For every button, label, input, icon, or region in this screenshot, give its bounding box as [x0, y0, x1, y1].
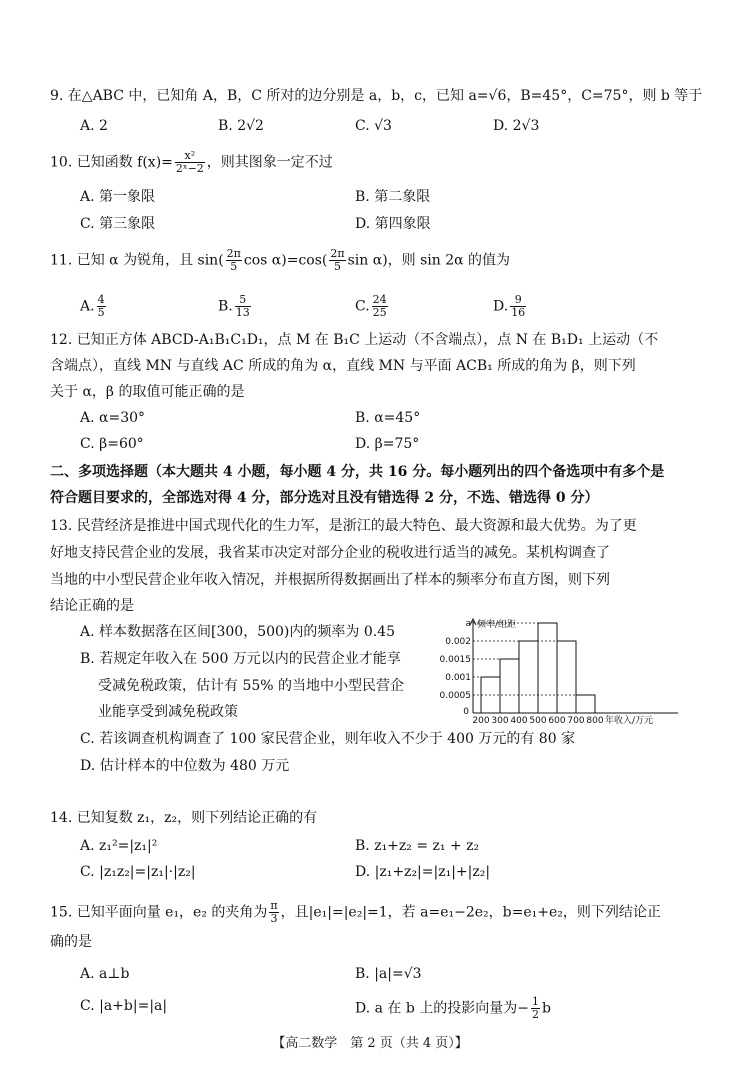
histogram-x-tick: 400	[510, 716, 528, 726]
histogram-bar	[557, 641, 576, 713]
q13-option-b-line-3: 业能享受到减免税政策	[98, 704, 238, 720]
q14-option-c: C. |z₁z₂|=|z₁|·|z₂|	[80, 864, 196, 880]
q12-line-2: 含端点），直线 MN 与直线 AC 所成的角为 α，直线 MN 与平面 ACB₁ 所成的角为 β，则下列	[50, 358, 636, 374]
q13-option-b-line-1: B. 若规定年收入在 500 万元以内的民营企业才能享	[80, 651, 401, 667]
histogram-bar	[538, 623, 557, 713]
histogram-x-tick: 700	[567, 716, 585, 726]
histogram-y-tick: 0.002	[445, 637, 471, 647]
histogram-x-label: 年收入/万元	[605, 716, 654, 726]
q14-option-d: D. |z₁+z₂|=|z₁|+|z₂|	[355, 864, 491, 880]
histogram-y-label: 频率/组距	[477, 620, 517, 630]
q13-line-4: 结论正确的是	[50, 598, 134, 614]
q12-option-b: B. α=45°	[355, 410, 421, 426]
q13-line-3: 当地的中小型民营企业年收入情况，并根据所得数据画出了样本的频率分布直方图，则下列	[50, 572, 610, 588]
q13-line-2: 好地支持民营企业的发展，我省某市决定对部分企业的税收进行适当的减免。某机构调查了	[50, 545, 610, 561]
q13-option-d: D. 估计样本的中位数为 480 万元	[80, 758, 290, 774]
histogram-x-tick: 500	[529, 716, 547, 726]
histogram-y-tick: 0.0015	[439, 655, 471, 665]
q10-option-d: D. 第四象限	[355, 216, 431, 232]
q15-line-2: 确的是	[50, 934, 92, 950]
q9-stem: 9. 在△ABC 中，已知角 A，B，C 所对的边分别是 a，b，c，已知 a=√6，B=45°，C=75°，则 b 等于	[50, 88, 703, 104]
q9-option-c: C. √3	[355, 118, 392, 134]
frequency-histogram	[439, 615, 688, 726]
histogram-x-tick: 0	[463, 707, 469, 717]
q15-option-a: A. a⊥b	[80, 966, 130, 982]
q11-option-c: C. $\frac{24}{25}$	[355, 293, 387, 319]
histogram-y-tick: 0.0005	[439, 691, 471, 701]
histogram-x-tick: 600	[548, 716, 566, 726]
q15-option-d: D. a 在 b 上的投影向量为− $\frac{1}{2}$ b	[355, 995, 551, 1021]
q12-line-3: 关于 α，β 的取值可能正确的是	[50, 384, 245, 400]
q14-option-b: B. z₁+z₂ = z₁ + z₂	[355, 838, 480, 854]
histogram-bar	[500, 659, 519, 713]
histogram-x-tick: 300	[491, 716, 509, 726]
q11-option-d: D. $\frac{9}{16}$	[493, 293, 526, 319]
q13-option-a: A. 样本数据落在区间[300，500)内的频率为 0.45	[80, 624, 395, 640]
q15-stem: 15. 已知平面向量 e₁，e₂ 的夹角为 $\frac{\pi}{3}$ ，且|e₁|=|e₂|=1，若 a=e₁−2e₂，b=e₁+e₂，则下列结论正	[50, 899, 661, 925]
q9-option-d: D. 2√3	[493, 118, 540, 134]
q11-option-b: B. $\frac{5}{13}$	[218, 293, 250, 319]
histogram-x-tick: 200	[472, 716, 490, 726]
q10-option-b: B. 第二象限	[355, 189, 431, 205]
histogram-bar	[519, 641, 538, 713]
q12-option-c: C. β=60°	[80, 436, 144, 452]
q10-option-a: A. 第一象限	[80, 189, 156, 205]
histogram-bar	[576, 695, 595, 713]
q9-option-a: A. 2	[80, 118, 108, 134]
q15-option-b: B. |a|=√3	[355, 966, 422, 982]
q14-stem: 14. 已知复数 z₁，z₂，则下列结论正确的有	[50, 810, 318, 826]
q9-option-b: B. 2√2	[218, 118, 264, 134]
section-heading-line-2: 符合题目要求的，全部选对得 4 分，部分选对且没有错选得 2 分，不选、错选得 0 分）	[50, 490, 599, 506]
q11-stem: 11. 已知 α 为锐角，且 sin( $\frac{2\pi}{5}$ cos α)=cos( $\frac{2\pi}{5}$ sin α)，则 sin 2α 的值为	[50, 247, 511, 273]
q10-fraction: $\frac{\text{x²}}{\text{2ˣ−2}}$	[175, 149, 204, 175]
histogram-y-tick: a	[465, 619, 471, 629]
q12-option-a: A. α=30°	[80, 410, 146, 426]
q12-line-1: 12. 已知正方体 ABCD-A₁B₁C₁D₁，点 M 在 B₁C 上运动（不含端点），点 N 在 B₁D₁ 上运动（不	[50, 332, 659, 348]
histogram-x-tick: 800	[586, 716, 604, 726]
q11-option-a: A. $\frac{4}{5}$	[80, 293, 105, 319]
page-footer: 【高二数学 第 2 页（共 4 页）】	[272, 1036, 468, 1051]
histogram-y-tick: 0.001	[445, 673, 471, 683]
q10-stem: 10. 已知函数 f(x)= $\frac{\text{x²}}{\text{2ˣ−2}}$ ，则其图象一定不过	[50, 149, 333, 175]
q13-option-b-line-2: 受减免税政策，估计有 55% 的当地中小型民营企	[98, 678, 405, 694]
q12-option-d: D. β=75°	[355, 436, 420, 452]
q10-option-c: C. 第三象限	[80, 216, 156, 232]
q14-option-a: A. z₁²=|z₁|²	[80, 838, 158, 854]
q13-option-c: C. 若该调查机构调查了 100 家民营企业，则年收入不少于 400 万元的有 80 家	[80, 731, 576, 747]
section-heading-line-1: 二、多项选择题（本大题共 4 小题，每小题 4 分，共 16 分。每小题列出的四个备选项中有多个是	[50, 464, 665, 480]
q15-option-c: C. |a+b|=|a|	[80, 998, 168, 1014]
q13-line-1: 13. 民营经济是推进中国式现代化的生力军，是浙江的最大特色、最大资源和最大优势。为了更	[50, 518, 637, 534]
